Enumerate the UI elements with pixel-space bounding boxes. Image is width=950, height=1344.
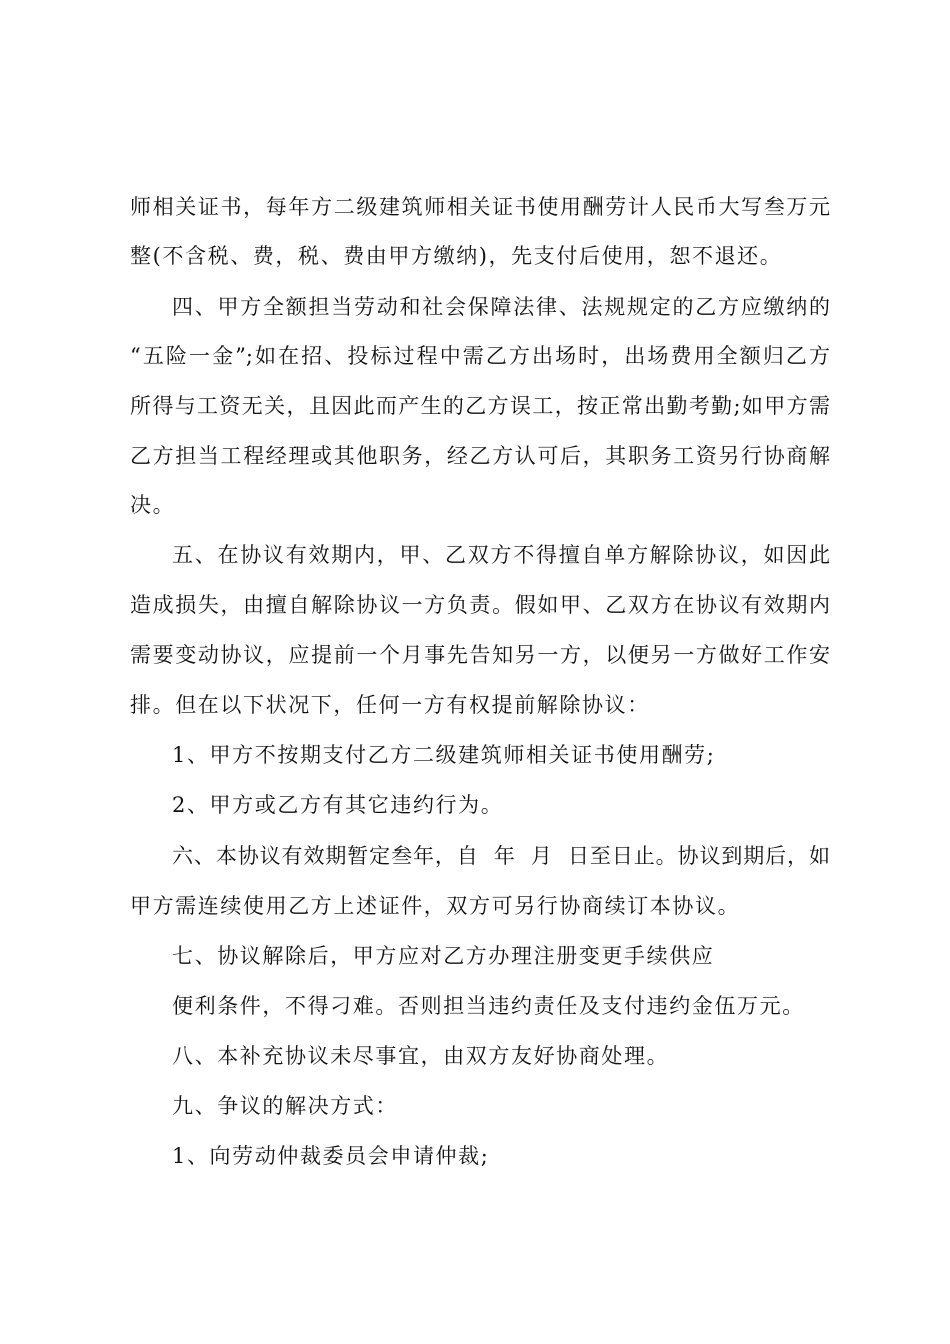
text-line: 七、协议解除后，甲方应对乙方办理注册变更手续供应 — [172, 944, 715, 968]
text-line: 整(不含税、费，税、费由甲方缴纳)，先支付后使用，恕不退还。 — [130, 244, 783, 268]
text-line: 造成损失，由擅自解除协议一方负责。假如甲、乙双方在协议有效期内 — [130, 593, 830, 617]
text-line: 五、在协议有效期内，甲、乙双方不得擅自单方解除协议，如因此 — [172, 543, 830, 567]
text-line: 九、争议的解决方式： — [172, 1094, 398, 1118]
text-line: 乙方担当工程经理或其他职务，经乙方认可后，其职务工资另行协商解 — [130, 444, 830, 468]
text-line: 需要变动协议，应提前一个月事先告知另一方，以便另一方做好工作安 — [130, 643, 830, 667]
text-line: 便利条件，不得刁难。否则担当违约责任及支付违约金伍万元。 — [172, 994, 805, 1018]
list-item: 2、甲方或乙方有其它违约行为。 — [172, 793, 504, 817]
text-line: “五险一金”;如在招、投标过程中需乙方出场时，出场费用全额归乙方 — [130, 344, 830, 368]
text-line: 八、本补充协议未尽事宜，由双方友好协商处理。 — [172, 1044, 670, 1068]
text-line: 六、本协议有效期暂定叁年，自 年 月 日至日止。协议到期后，如 — [172, 844, 830, 868]
text-line: 师相关证书，每年方二级建筑师相关证书使用酬劳计人民币大写叁万元 — [130, 195, 830, 219]
text-line: 甲方需连续使用乙方上述证件，双方可另行协商续订本协议。 — [130, 894, 741, 918]
text-line: 排。但在以下状况下，任何一方有权提前解除协议： — [130, 693, 650, 717]
list-item: 1、甲方不按期支付乙方二级建筑师相关证书使用酬劳; — [172, 743, 716, 767]
text-line: 四、甲方全额担当劳动和社会保障法律、法规规定的乙方应缴纳的 — [172, 295, 830, 319]
list-item: 1、向劳动仲裁委员会申请仲裁; — [172, 1144, 490, 1168]
text-line: 决。 — [130, 493, 176, 517]
text-line: 所得与工资无关，且因此而产生的乙方误工，按正常出勤考勤;如甲方需 — [130, 394, 830, 418]
